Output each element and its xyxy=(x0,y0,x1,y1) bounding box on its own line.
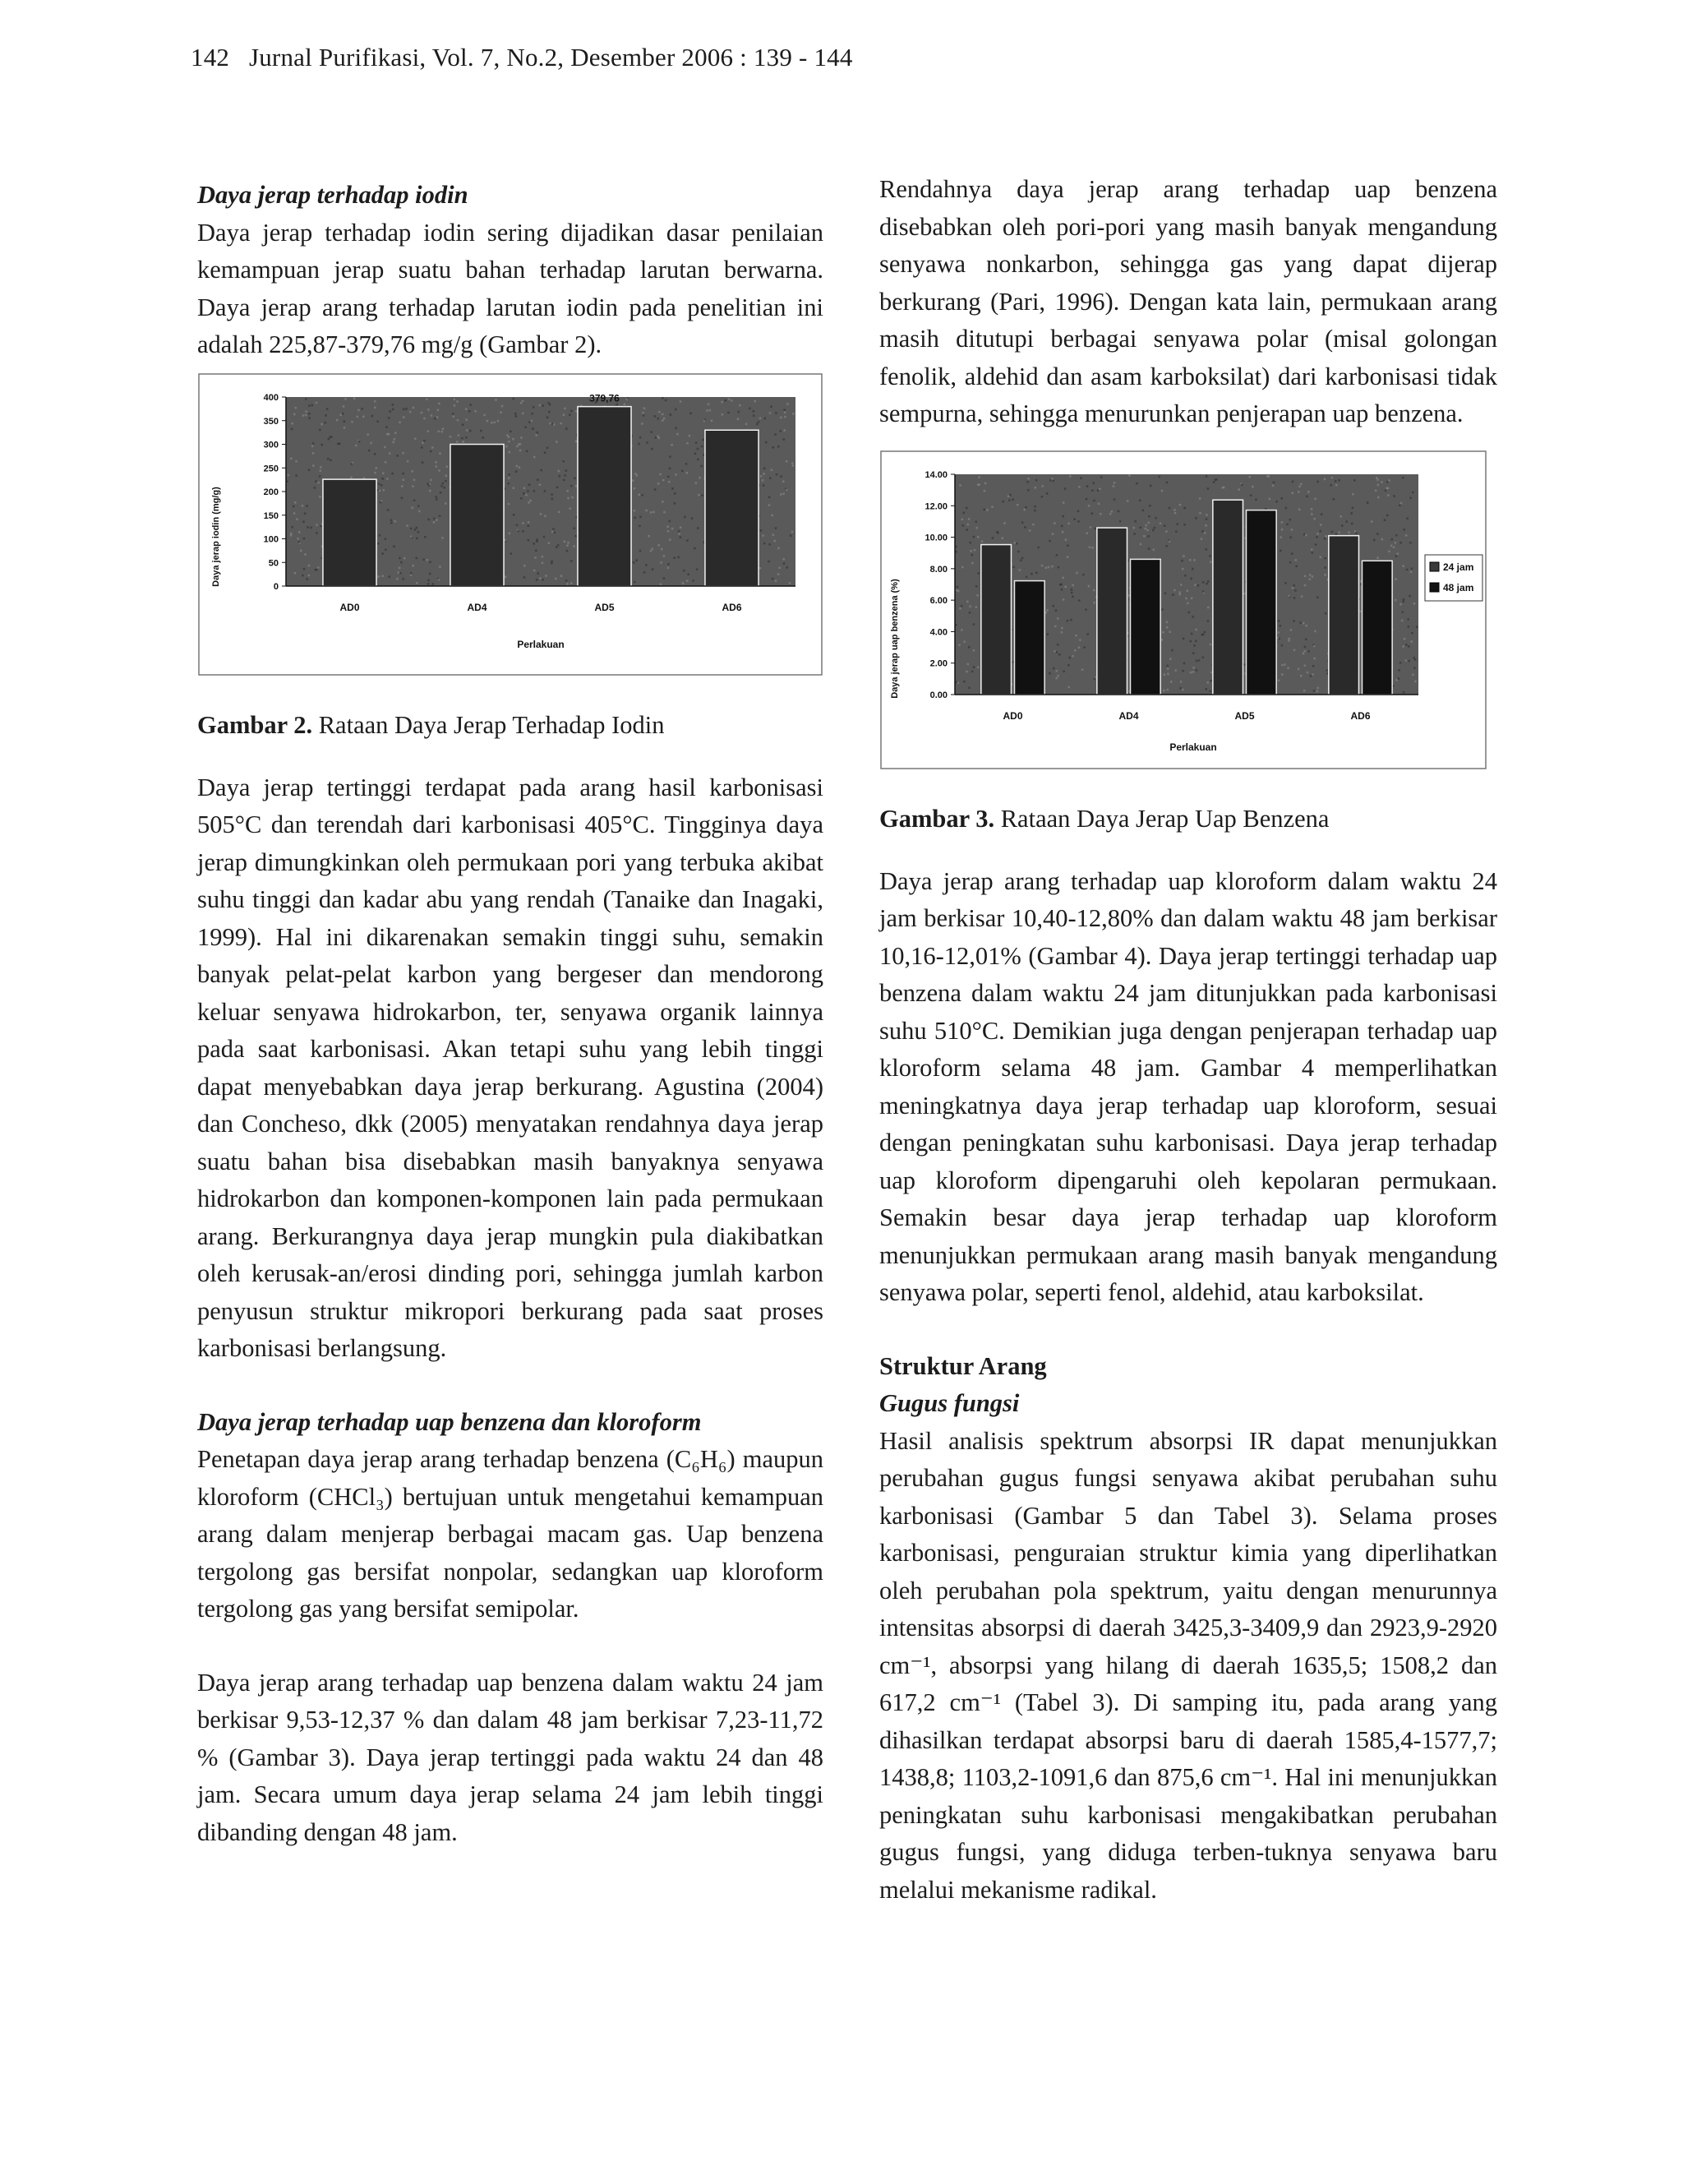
x-tick-label: AD0 xyxy=(339,601,360,613)
legend-swatch-24 xyxy=(1430,562,1439,571)
paragraph-kloroform-results: Daya jerap arang terhadap uap kloroform dalam waktu 24 jam berkisar 10,40-12,80% dan dalam waktu 48 jam berkisar 10,16-12,01% (Gambar 4). Daya jerap tertinggi terhadap uap benzena dalam waktu 24 jam ditunjukkan pada karbonisasi suhu 510°C. Demikian juga dengan penjerapan terhadap uap kloroform selama 48 jam. Gambar 4 memperlihatkan meningkatnya daya jerap terhadap uap kloroform, sesuai dengan peningkatan suhu karbonisasi. Daya jerap terhadap uap kloroform dipengaruhi oleh kepolaran permukaan. Semakin besar daya jerap terhadap uap kloroform menunjukkan permukaan arang masih banyak mengandung senyawa polar, seperti fenol, aldehid, atau karboksilat. xyxy=(879,866,1497,1306)
figure-2-title: Rataan Daya Jerap Terhadap Iodin xyxy=(318,711,665,739)
paragraph-benzena-intro: Penetapan daya jerap arang terhadap benzena (C₆H₆) maupun kloroform (CHCl₃) bertujuan untuk mengetahui kemampuan arang dalam menjerap berbagai macam gas. Uap benzena tergolong gas bersifat nonpolar, sedangkan uap kloroform tergolong gas yang bersifat semipolar. xyxy=(197,1445,823,1623)
figure-2-caption xyxy=(197,707,823,745)
bar-ad5-24 xyxy=(1213,500,1243,695)
right-column xyxy=(879,171,1497,1909)
figure-3 xyxy=(879,450,1497,838)
legend-label-24: 24 jam xyxy=(1443,561,1474,573)
y-tick-label: 0.00 xyxy=(929,690,948,700)
figure-3-caption xyxy=(879,801,1497,838)
left-column xyxy=(197,177,823,1851)
bar-ad6-48 xyxy=(1363,561,1393,695)
x-axis-label: Perlakuan xyxy=(517,638,565,650)
bar-ad4 xyxy=(450,444,504,586)
x-tick-label: AD5 xyxy=(594,601,615,613)
x-tick-label: AD0 xyxy=(1003,709,1023,722)
subsection-heading-gugus-fungsi: Gugus fungsi xyxy=(879,1389,1020,1417)
bar-ad5-48 xyxy=(1247,510,1277,694)
journal-citation: Jurnal Purifikasi, Vol. 7, No.2, Desember 2006 : 139 - 144 xyxy=(248,43,853,72)
figure-2 xyxy=(197,372,823,745)
paragraph-benzena-results: Daya jerap arang terhadap uap benzena dalam waktu 24 jam berkisar 9,53-12,37 % dan dalam 48 jam berkisar 7,23-11,72 % (Gambar 3). Daya jerap tertinggi pada waktu 24 dan 48 jam. Secara umum daya jerap selama 24 jam lebih tinggi dibanding dengan 48 jam. xyxy=(197,1668,823,1846)
section-heading-benzena-kloroform: Daya jerap terhadap uap benzena dan kloroform xyxy=(197,1407,702,1436)
y-tick-label: 300 xyxy=(263,440,279,450)
y-tick-label: 2.00 xyxy=(929,658,948,669)
bar-ad5 xyxy=(578,406,631,585)
bar-ad6 xyxy=(705,430,759,586)
y-tick-label: 250 xyxy=(263,463,279,473)
y-tick-label: 50 xyxy=(268,557,279,568)
x-axis-label: Perlakuan xyxy=(1169,741,1217,753)
x-tick-label: AD4 xyxy=(467,601,487,613)
paragraph-benzena-discussion: Rendahnya daya jerap arang terhadap uap benzena disebabkan oleh pori-pori yang masih banyak mengandung senyawa nonkarbon, sehingga gas yang dapat dijerap berkurang (Pari, 1996). Dengan kata lain, permukaan arang masih ditutupi berbagai senyawa polar (misal golongan fenolik, aldehid dan asam karboksilat) dari karbonisasi tidak sempurna, sehingga menurunkan penjerapan uap benzena. xyxy=(879,175,1497,427)
bar-ad4-48 xyxy=(1131,559,1161,695)
y-tick-label: 150 xyxy=(263,510,279,521)
y-tick-label: 12.00 xyxy=(924,501,948,511)
y-tick-label: 200 xyxy=(263,487,279,497)
y-axis-label: Daya jerap uap benzena (%) xyxy=(890,578,900,699)
bar-ad0-48 xyxy=(1015,580,1045,694)
paragraph-iodin-intro: Daya jerap terhadap iodin sering dijadikan dasar penilaian kemampuan jerap suatu bahan terhadap larutan berwarna. Daya jerap arang terhadap larutan iodin pada penelitian ini adalah 225,87-379,76 mg/g (Gambar 2). xyxy=(197,218,823,358)
benzena-bar-chart xyxy=(879,450,1487,770)
figure-2-label: Gambar 2. xyxy=(197,711,313,739)
legend xyxy=(1425,555,1482,601)
paragraph-iodin-discussion: Daya jerap tertinggi terdapat pada arang hasil karbonisasi 505°C dan terendah dari karbonisasi 405°C. Tingginya daya jerap dimungkinkan oleh permukaan pori yang terbuka akibat suhu tinggi dan kadar abu yang rendah (Tanaike dan Inagaki, 1999). Hal ini dikarenakan semakin tinggi suhu, semakin banyak pelat-pelat karbon yang bergeser dan mendorong keluar senyawa hidrokarbon, ter, senyawa organik lainnya pada saat karbonisasi. Akan tetapi suhu yang lebih tinggi dapat menyebabkan daya jerap berkurang. Agustina (2004) dan Concheso, dkk (2005) menyatakan rendahnya daya jerap suatu bahan bisa disebabkan masih banyaknya senyawa hidrokarbon dan komponen-komponen lain pada permukaan arang. Berkurangnya daya jerap mungkin pula diakibatkan oleh kerusak-an/erosi dinding pori, sehingga jumlah karbon penyusun struktur mikropori berkurang pada saat proses karbonisasi berlangsung. xyxy=(197,773,823,1362)
x-tick-label: AD4 xyxy=(1118,709,1139,722)
bar-ad6-24 xyxy=(1329,535,1359,694)
y-tick-label: 350 xyxy=(263,416,279,427)
y-tick-label: 4.00 xyxy=(929,626,948,637)
section-heading-iodin: Daya jerap terhadap iodin xyxy=(197,181,468,209)
y-tick-label: 100 xyxy=(263,534,279,544)
section-heading-struktur-arang: Struktur Arang xyxy=(879,1351,1047,1380)
data-label: 379,76 xyxy=(589,392,620,404)
y-tick-label: 8.00 xyxy=(929,564,948,575)
bar-ad0 xyxy=(323,479,376,586)
paragraph-gugus-fungsi: Hasil analisis spektrum absorpsi IR dapat menunjukkan perubahan gugus fungsi senyawa akibat perubahan suhu karbonisasi (Gambar 5 dan Tabel 3). Selama proses karbonisasi, penguraian struktur kimia yang diperlihatkan oleh perubahan pola spektrum, yaitu dengan menurunnya intensitas absorpsi di daerah 3425,3-3409,9 dan 2923,9-2920 cm⁻¹, absorpsi yang hilang di daerah 1635,5; 1508,2 dan 617,2 cm⁻¹ (Tabel 3). Di samping itu, pada arang yang dihasilkan terdapat absorpsi baru di daerah 1585,4-1577,7; 1438,8; 1103,2-1091,6 dan 875,6 cm⁻¹. Hal ini menunjukkan peningkatan suhu karbonisasi mengakibatkan perubahan gugus fungsi, yang diduga terben-tuknya senyawa baru melalui mekanisme radikal. xyxy=(879,1426,1497,1904)
y-tick-label: 400 xyxy=(263,392,279,403)
x-tick-label: AD6 xyxy=(722,601,742,613)
bar-ad4-24 xyxy=(1097,528,1127,695)
page-number: 142 xyxy=(191,43,230,72)
y-tick-label: 10.00 xyxy=(924,533,948,543)
figure-3-title: Rataan Daya Jerap Uap Benzena xyxy=(1000,805,1330,833)
y-tick-label: 14.00 xyxy=(924,469,948,480)
figure-3-label: Gambar 3. xyxy=(879,805,995,833)
y-tick-label: 0 xyxy=(273,581,279,592)
x-tick-label: AD6 xyxy=(1350,709,1371,722)
y-axis-label: Daya jerap iodin (mg/g) xyxy=(211,486,221,587)
legend-swatch-48 xyxy=(1430,583,1439,592)
x-tick-label: AD5 xyxy=(1234,709,1255,722)
legend-label-48: 48 jam xyxy=(1443,581,1474,593)
y-tick-label: 6.00 xyxy=(929,595,948,606)
running-header xyxy=(191,43,853,72)
iodin-bar-chart xyxy=(197,372,823,676)
bar-ad0-24 xyxy=(981,544,1012,694)
